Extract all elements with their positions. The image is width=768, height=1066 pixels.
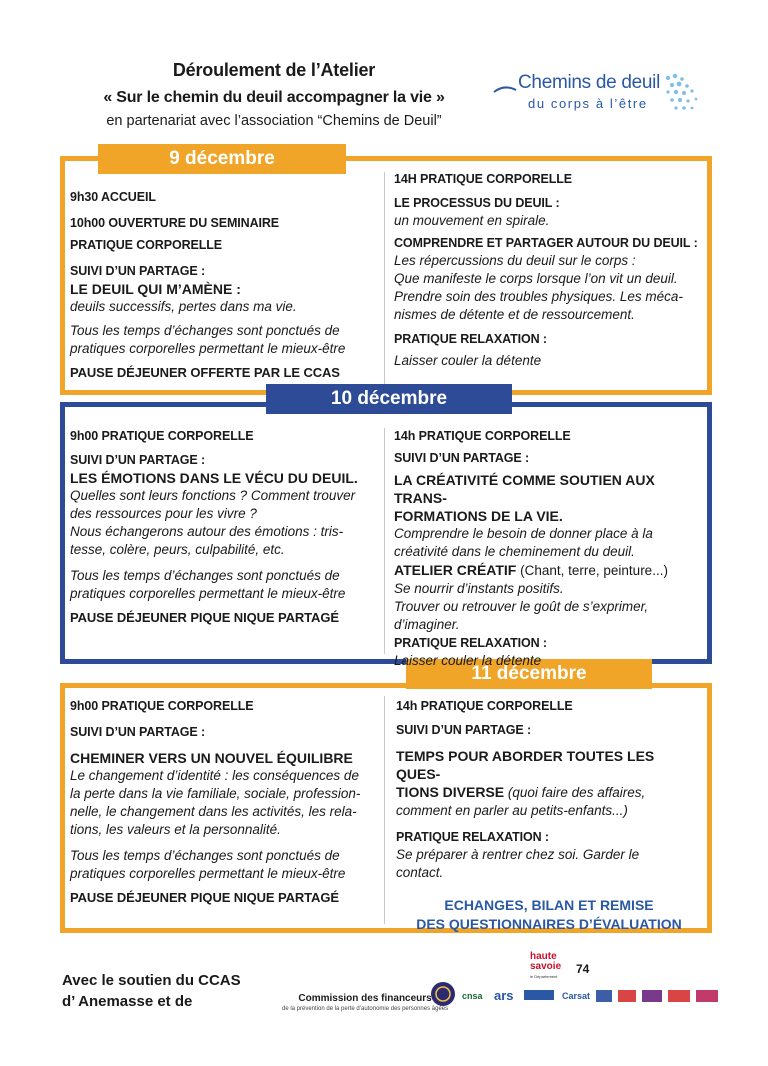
session-title: LA CRÉATIVITÉ COMME SOUTIEN AUX TRANS- <box>394 472 655 506</box>
session-text: des ressources pour les vivre ? <box>70 506 257 521</box>
schedule-line: SUIVI D’UN PARTAGE : <box>70 264 206 278</box>
session-text: Trouver ou retrouver le goût de s’exprimer, <box>394 599 649 614</box>
support-line: d’ Anemasse et de <box>62 993 193 1010</box>
schedule-line: 9h30 ACCUEIL <box>70 190 156 204</box>
session-title: PRATIQUE RELAXATION : <box>394 636 547 650</box>
session-note: pratiques corporelles permettant le mieux-être <box>70 586 346 601</box>
session-title: COMPRENDRE ET PARTAGER AUTOUR DU DEUIL : <box>394 236 698 250</box>
session-note: Tous les temps d’échanges sont ponctués de <box>70 323 340 338</box>
day1-morning <box>70 188 378 382</box>
day3-divider <box>384 696 385 924</box>
session-title: LES ÉMOTIONS DANS LE VÉCU DU DEUIL. <box>70 470 358 486</box>
workshop-line <box>394 561 702 580</box>
day3-afternoon <box>396 697 702 934</box>
support-text <box>62 970 241 1012</box>
session-text: un mouvement en spirale. <box>394 213 550 228</box>
session-text: Le changement d’identité : les conséquences de <box>70 768 359 783</box>
chemins-de-deuil-logo <box>492 70 704 118</box>
commission-logo <box>282 993 448 1012</box>
session-text: d’imaginer. <box>394 617 460 632</box>
day3-morning <box>70 697 380 907</box>
day1-divider <box>384 172 385 388</box>
session-title: LE PROCESSUS DU DEUIL : <box>394 196 560 210</box>
schedule-line: 14h PRATIQUE CORPORELLE <box>396 699 573 713</box>
schedule-line: SUIVI D’UN PARTAGE : <box>396 723 532 737</box>
session-text: la perte dans la vie familiale, sociale, profession- <box>70 786 361 801</box>
session-text: Quelles sont leurs fonctions ? Comment trouver <box>70 488 356 503</box>
closing-title: DES QUESTIONNAIRES D’ÉVALUATION <box>416 916 682 932</box>
session-text: contact. <box>396 865 444 880</box>
partner-logo-icon <box>596 986 746 1006</box>
session-text: Comprendre le besoin de donner place à la <box>394 526 653 541</box>
session-text: Laisser couler la détente <box>394 353 542 368</box>
logo-title: Chemins de deuil <box>518 72 661 93</box>
haute-savoie-line: savoie <box>530 961 562 972</box>
day2-afternoon <box>394 427 702 670</box>
day1-label: 9 décembre <box>98 144 346 174</box>
closing-title: ECHANGES, BILAN ET REMISE <box>444 897 654 913</box>
support-line: Avec le soutien du CCAS <box>62 972 241 989</box>
cnsa-logo: cnsa <box>462 991 483 1001</box>
seal-logo-icon <box>430 981 456 1007</box>
commission-title: Commission des financeurs <box>298 993 432 1004</box>
workshop-detail: (Chant, terre, peinture...) <box>516 563 668 578</box>
session-text: Que manifeste le corps lorsque l’on vit un deuil. <box>394 271 678 286</box>
session-title: FORMATIONS DE LA VIE. <box>394 508 563 524</box>
session-text: créativité dans le cheminement du deuil. <box>394 544 635 559</box>
lunch-break: PAUSE DÉJEUNER PIQUE NIQUE PARTAGÉ <box>70 610 339 625</box>
commission-subtitle: de la prévention de la perte d’autonomie des personnes âgées <box>282 1006 449 1012</box>
schedule-line: 14H PRATIQUE CORPORELLE <box>394 172 573 186</box>
session-title: PRATIQUE RELAXATION : <box>396 830 549 844</box>
session-title: PRATIQUE RELAXATION : <box>394 332 547 346</box>
session-text: tions, les valeurs et la personnalité. <box>70 822 281 837</box>
session-text: nismes de détente et de ressourcement. <box>394 307 635 322</box>
session-title-line <box>396 783 702 802</box>
session-note: Tous les temps d’échanges sont ponctués de <box>70 848 340 863</box>
session-text: deuils successifs, pertes dans ma vie. <box>70 299 297 314</box>
session-text: Se nourrir d’instants positifs. <box>394 581 564 596</box>
day2-divider <box>384 428 385 654</box>
page-title: Déroulement de l’Atelier <box>172 60 376 80</box>
day2-morning <box>70 427 378 627</box>
session-note: pratiques corporelles permettant le mieux-être <box>70 866 346 881</box>
schedule-line: SUIVI D’UN PARTAGE : <box>394 451 530 465</box>
insurance-logo-icon <box>524 988 554 1004</box>
schedule-line: SUIVI D’UN PARTAGE : <box>70 725 206 739</box>
haute-savoie-sub: le Département <box>530 974 558 979</box>
ars-logo: ars <box>494 988 514 1003</box>
session-text: Nous échangerons autour des émotions : tris- <box>70 524 344 539</box>
session-title: LE DEUIL QUI M’AMÈNE : <box>70 281 241 297</box>
session-text: tesse, colère, peurs, culpabilité, etc. <box>70 542 285 557</box>
schedule-line: 14h PRATIQUE CORPORELLE <box>394 429 571 443</box>
haute-savoie-logo <box>530 952 572 982</box>
session-text: (quoi faire des affaires, <box>504 785 646 800</box>
schedule-line: PRATIQUE CORPORELLE <box>70 238 223 252</box>
logo-tagline: du corps à l’être <box>528 96 648 111</box>
session-text: comment en parler au petits-enfants...) <box>396 803 628 818</box>
day3-label: 11 décembre <box>406 659 652 689</box>
session-note: pratiques corporelles permettant le mieux-être <box>70 341 346 356</box>
schedule-line: 9h00 PRATIQUE CORPORELLE <box>70 429 254 443</box>
page-subtitle: « Sur le chemin du deuil accompagner la vie » <box>103 89 445 106</box>
partner-logos <box>428 985 718 1007</box>
lunch-break: PAUSE DÉJEUNER PIQUE NIQUE PARTAGÉ <box>70 890 339 905</box>
session-title: CHEMINER VERS UN NOUVEL ÉQUILIBRE <box>70 750 353 766</box>
session-title: TEMPS POUR ABORDER TOUTES LES QUES- <box>396 748 655 782</box>
workshop-title: ATELIER CRÉATIF <box>394 562 517 578</box>
session-text: Laisser couler la détente <box>394 653 542 668</box>
session-text: Les répercussions du deuil sur le corps : <box>394 253 636 268</box>
day1-afternoon <box>394 170 702 370</box>
lunch-break: PAUSE DÉJEUNER OFFERTE PAR LE CCAS <box>70 365 340 380</box>
session-text: Prendre soin des troubles physiques. Les méca- <box>394 289 683 304</box>
schedule-line: 10h00 OUVERTURE DU SEMINAIRE <box>70 216 280 230</box>
schedule-line: 9h00 PRATIQUE CORPORELLE <box>70 699 254 713</box>
session-note: Tous les temps d’échanges sont ponctués de <box>70 568 340 583</box>
session-title: TIONS DIVERSE <box>396 784 505 800</box>
session-text: nelle, le changement dans les activités, les rela- <box>70 804 357 819</box>
partner-line: en partenariat avec l’association “Chemins de Deuil” <box>106 113 442 129</box>
page-header <box>0 60 548 129</box>
session-text: Se préparer à rentrer chez soi. Garder le <box>396 847 640 862</box>
day2-label: 10 décembre <box>266 384 512 414</box>
schedule-line: SUIVI D’UN PARTAGE : <box>70 453 206 467</box>
haute-savoie-line: haute <box>530 951 557 962</box>
page-number: 74 <box>576 962 590 976</box>
carsat-logo: Carsat <box>562 991 591 1001</box>
